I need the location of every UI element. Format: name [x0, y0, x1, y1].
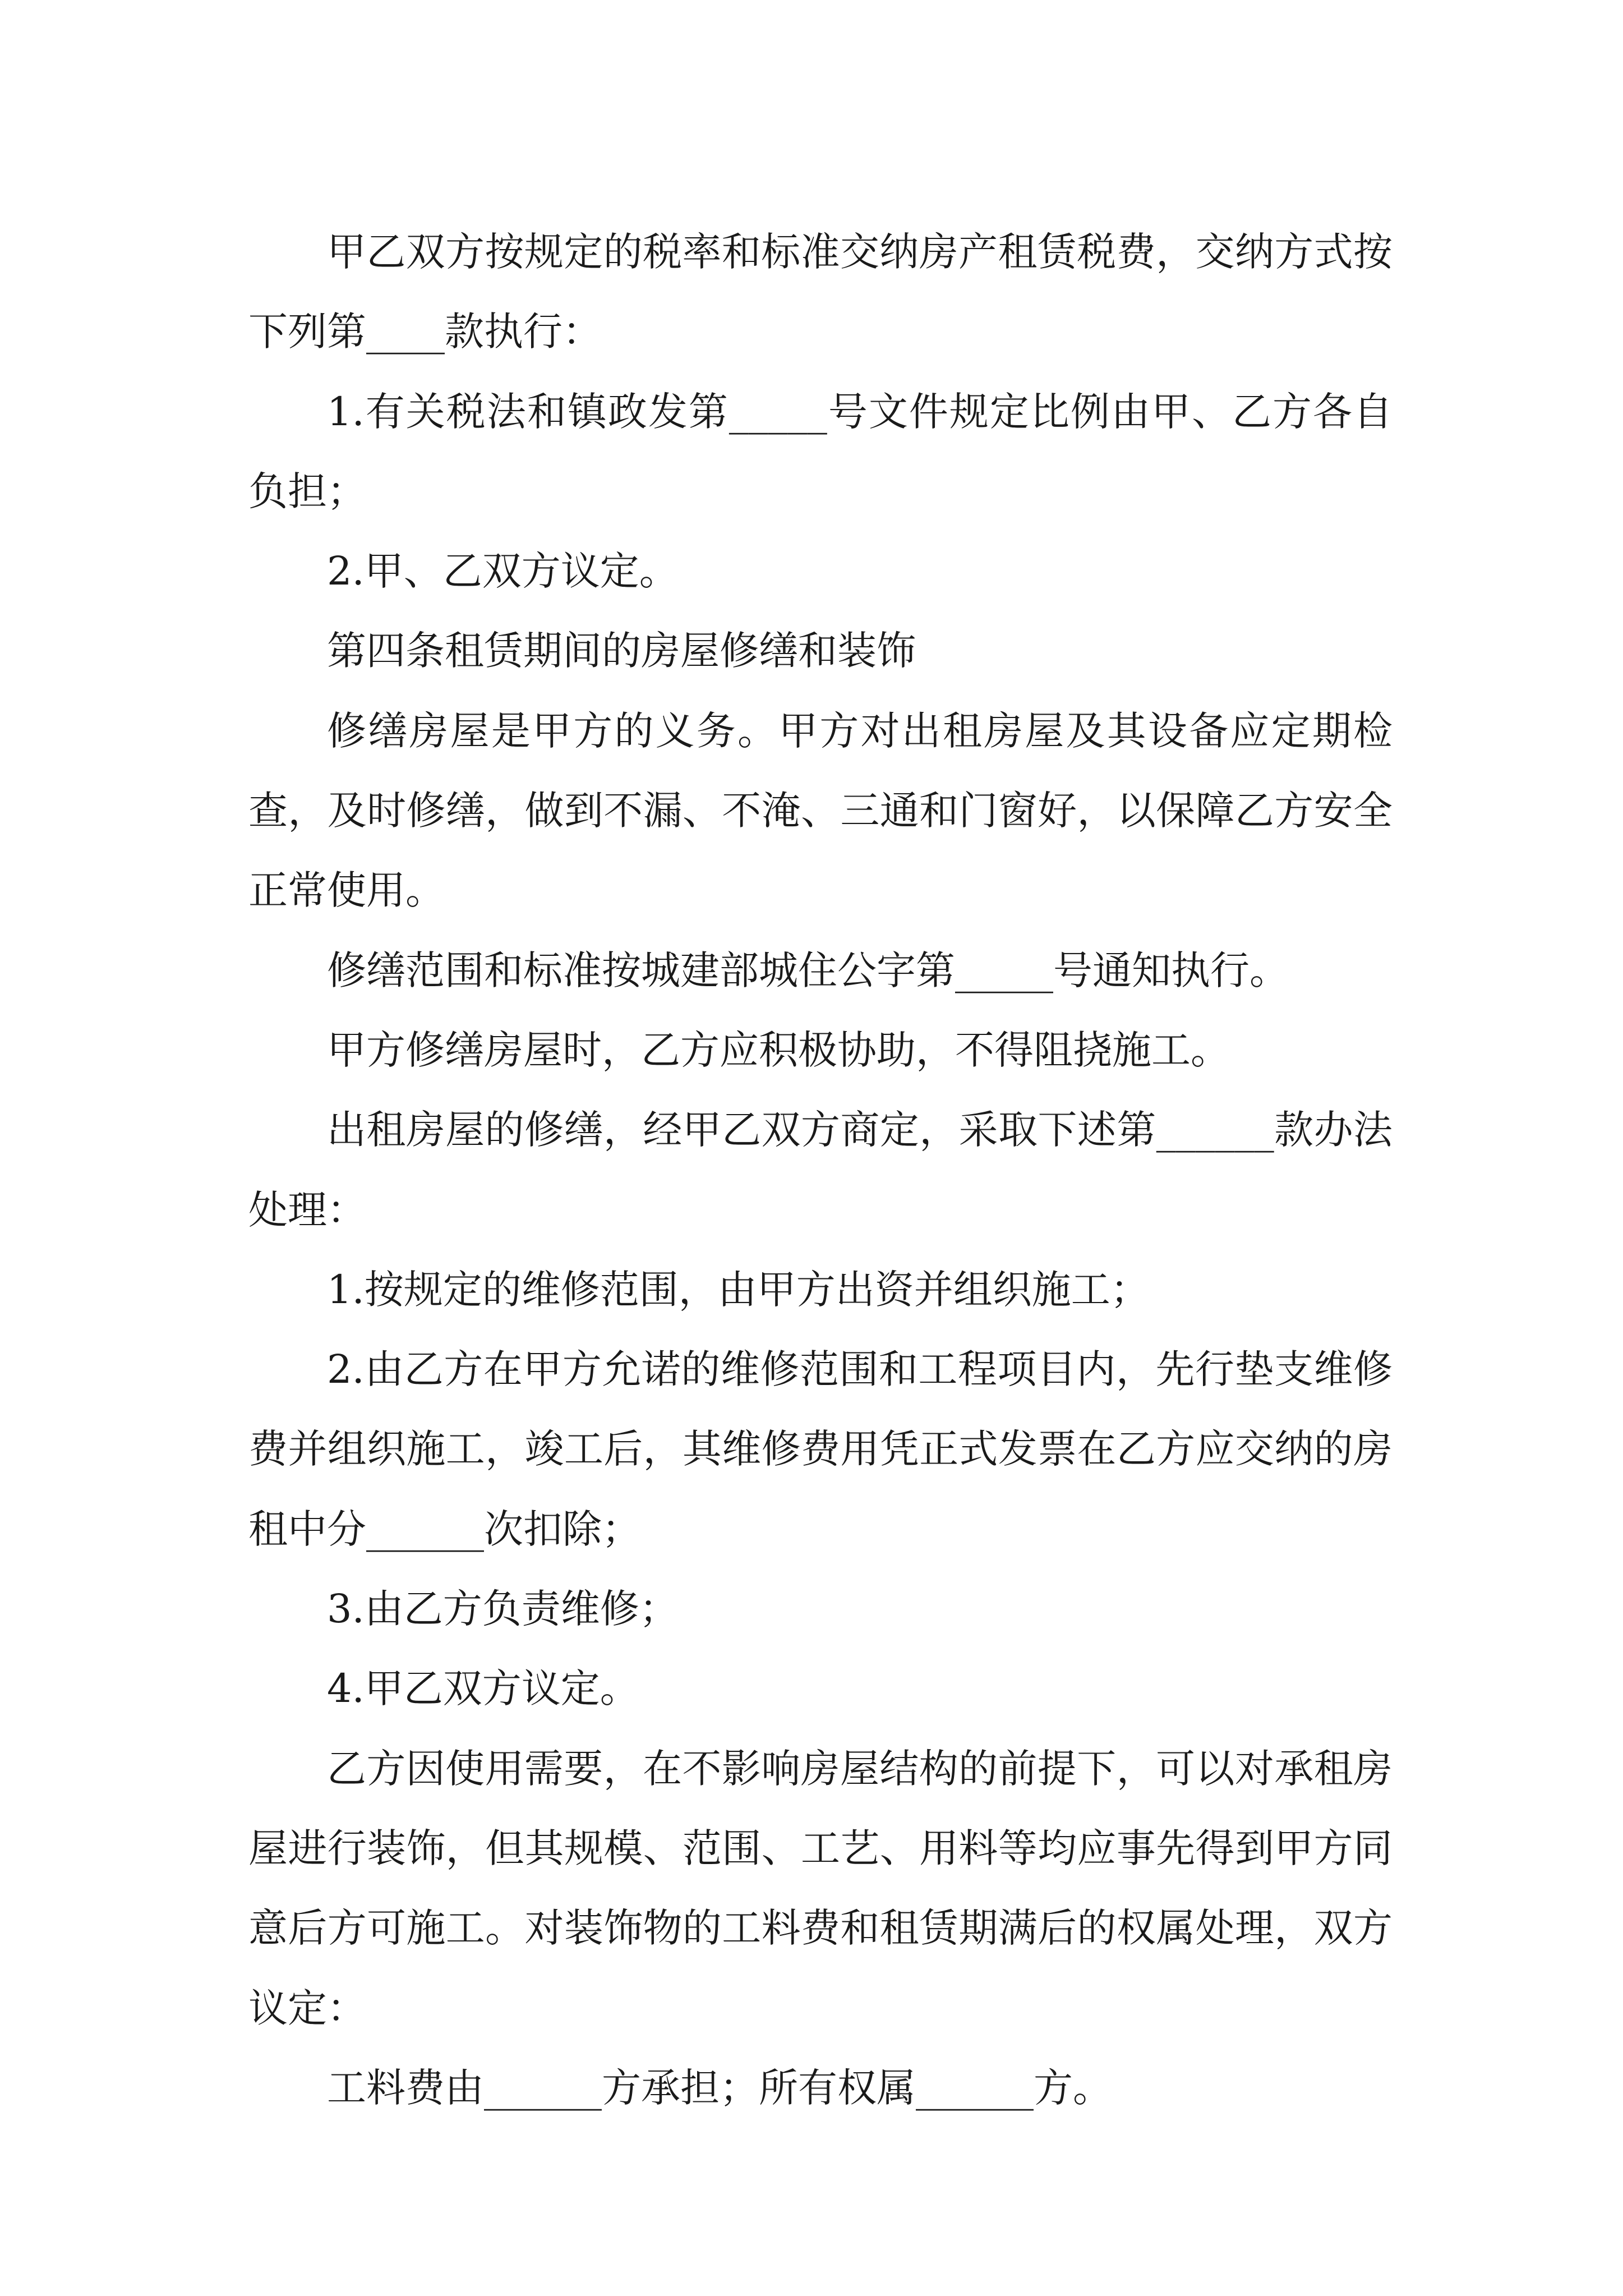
paragraph-repair-obligation: 修缮房屋是甲方的义务。甲方对出租房屋及其设备应定期检查，及时修缮，做到不漏、不淹、三通和门窗好，以保障乙方安全正常使用。 — [248, 707, 1393, 914]
paragraph-decoration-cost: 工料费由______方承担；所有权属______方。 — [327, 2064, 1112, 2111]
section-heading-article-4: 第四条租赁期间的房屋修缮和装饰 — [327, 628, 916, 674]
paragraph-decoration: 乙方因使用需要，在不影响房屋结构的前提下，可以对承租房屋进行装饰，但其规模、范围、工艺、用料等均应事先得到甲方同意后方可施工。对装饰物的工料费和租赁期满后的权属处理，双方议定： — [248, 1745, 1393, 2031]
paragraph-repair-cooperation: 甲方修缮房屋时，乙方应积极协助，不得阻挠施工。 — [327, 1027, 1230, 1073]
paragraph-repair-option-4: 4.甲乙双方议定。 — [327, 1665, 639, 1712]
paragraph-tax-option-1: 1.有关税法和镇政发第_____号文件规定比例由甲、乙方各自负担； — [248, 388, 1393, 514]
paragraph-tax-payment: 甲乙双方按规定的税率和标准交纳房产租赁税费，交纳方式按下列第____款执行： — [248, 229, 1393, 355]
paragraph-repair-option-3: 3.由乙方负责维修； — [327, 1586, 679, 1632]
paragraph-repair-option-2: 2.由乙方在甲方允诺的维修范围和工程项目内，先行垫支维修费并组织施工，竣工后，其维修费用凭正式发票在乙方应交纳的房租中分______次扣除； — [248, 1346, 1393, 1552]
paragraph-repair-scope: 修缮范围和标准按城建部城住公字第_____号通知执行。 — [327, 947, 1289, 993]
paragraph-repair-option-1: 1.按规定的维修范围，由甲方出资并组织施工； — [327, 1266, 1150, 1313]
document-body — [248, 212, 1393, 2128]
paragraph-repair-method: 出租房屋的修缮，经甲乙双方商定，采取下述第______款办法处理： — [248, 1107, 1393, 1233]
paragraph-tax-option-2: 2.甲、乙双方议定。 — [327, 548, 679, 595]
